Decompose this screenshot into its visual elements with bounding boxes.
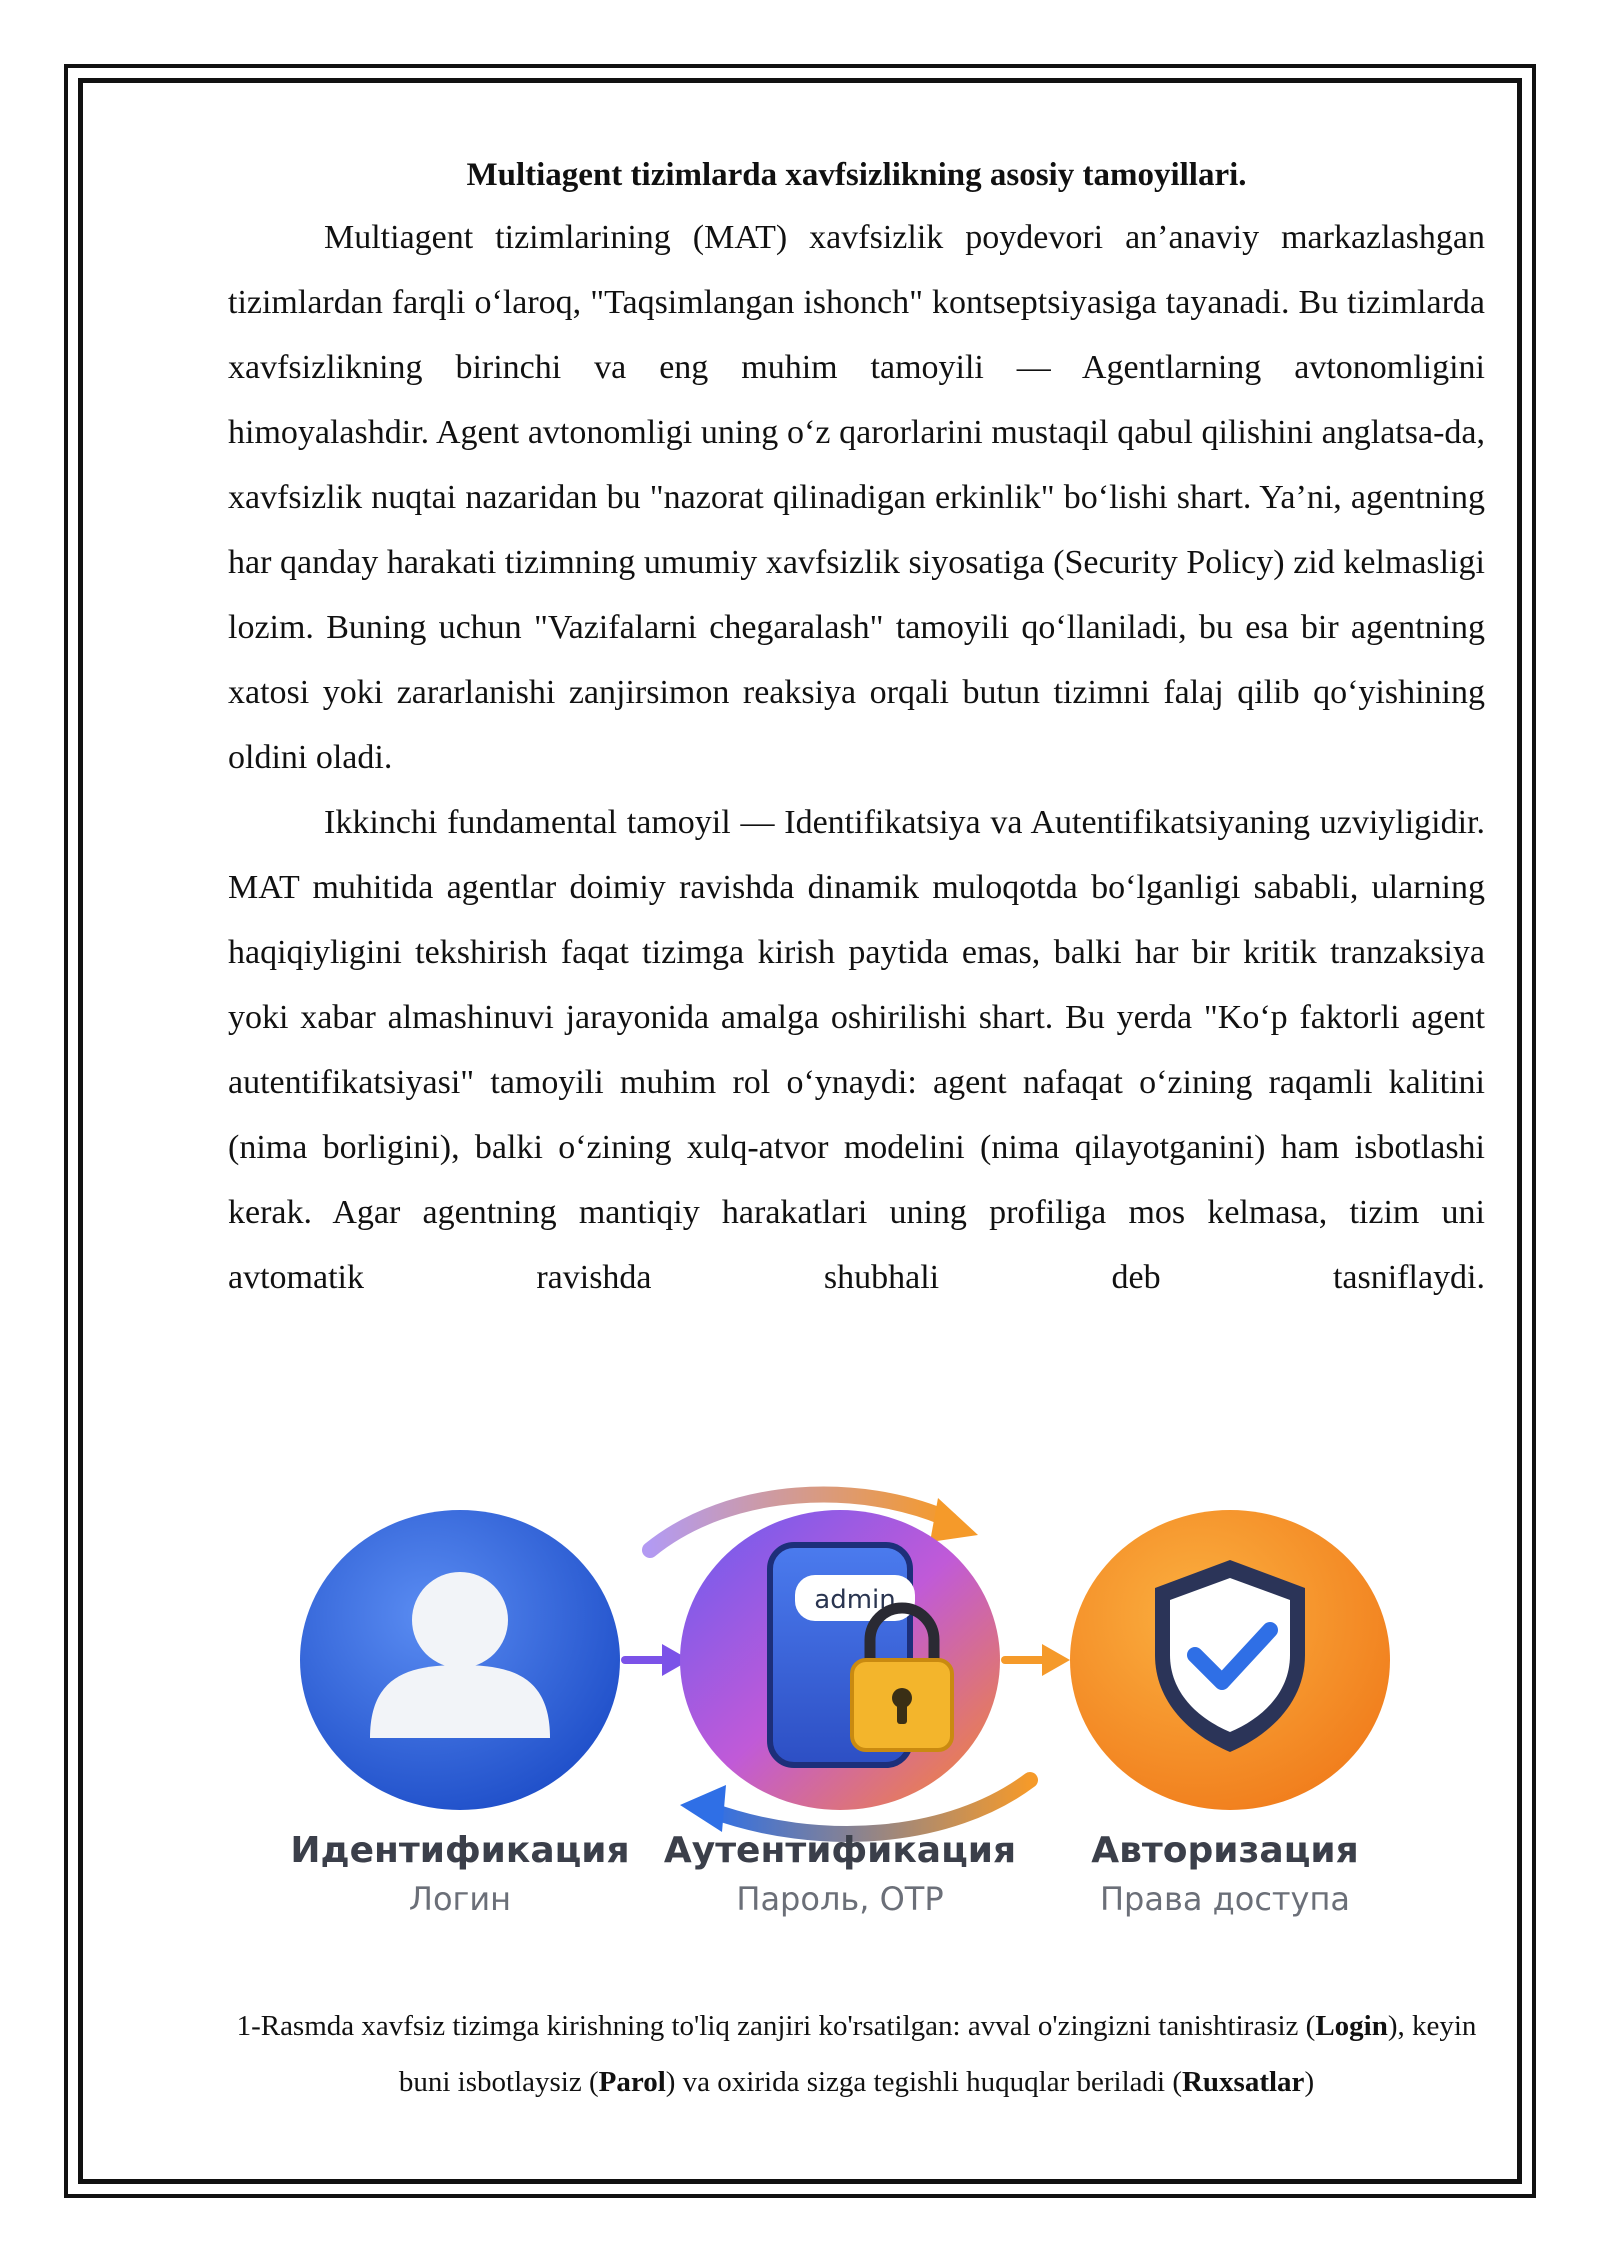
caption-text-4: )	[1304, 2066, 1315, 2098]
step-title-authentication: Аутентификация	[663, 1830, 1017, 1871]
authentication-circle	[680, 1510, 1000, 1810]
document-title: Multiagent tizimlarda xavfsizlikning asosiy tamoyillari.	[466, 157, 1247, 193]
step-subtitle-authentication: Пароль, OTP	[736, 1880, 944, 1918]
arrow-right-icon-2	[1005, 1644, 1070, 1676]
step-subtitle-identification: Логин	[408, 1880, 512, 1918]
step-title-authorization: Авторизация	[1091, 1830, 1359, 1871]
identification-circle	[300, 1510, 620, 1810]
caption-parol: Parol	[598, 2066, 666, 2098]
caption-text-1: 1-Rasmda xavfsiz tizimga kirishning to'liq zanjiri ko'rsatilgan: avval o'zingizni tanishtirasiz (	[236, 2010, 1316, 2042]
caption-text-3: ) va oxirida sizga tegishli huquqlar beriladi (	[665, 2066, 1182, 2098]
caption-ruxsatlar: Ruxsatlar	[1181, 2066, 1305, 2098]
caption-login: Login	[1315, 2010, 1388, 2042]
authorization-circle	[1070, 1510, 1390, 1810]
paragraph-2: Ikkinchi fundamental tamoyil — Identifikatsiya va Autentifikatsiyaning uzviyligidir. MAT muhitida agentlar doimiy ravishda dinamik muloqotda boʻlganligi sababli, ularning haqiqiyligini tekshirish faqat tizimga kirish paytida emas, balki har bir kritik tranzaksiya yoki xabar almashinuvi jarayonida amalga oshirilishi shart. Bu yerda "Koʻp faktorli agent autentifikatsiyasi" tamoyili muhim rol oʻynaydi: agent nafaqat oʻzining raqamli kalitini (nima borligini), balki oʻzining xulq-atvor modelini (nima qilayotganini) ham isbotlashi kerak. Agar agentning mantiqiy harakatlari uning profiliga mos kelmasa, tizim uni avtomatik ravishda shubhali deb tasniflaydi.	[228, 804, 1485, 1296]
step-title-identification: Идентификация	[290, 1830, 630, 1871]
figure-caption	[228, 1998, 1485, 2110]
admin-label: admin	[814, 1585, 896, 1615]
paragraph-1: Multiagent tizimlarining (MAT) xavfsizlik poydevori an’anaviy markazlashgan tizimlardan farqli oʻlaroq, "Taqsimlangan ishonch" kontseptsiyasiga tayanadi. Bu tizimlarda xavfsizlikning birinchi va eng muhim tamoyili — Agentlarning avtonomligini himoyalashdir. Agent avtonomligi uning oʻz qarorlarini mustaqil qabul qilishini anglatsa-da, xavfsizlik nuqtai nazaridan bu "nazorat qilinadigan erkinlik" boʻlishi shart. Ya’ni, agentning har qanday harakati tizimning umumiy xavfsizlik siyosatiga (Security Policy) zid kelmasligi lozim. Buning uchun "Vazifalarni chegaralash" tamoyili qoʻllaniladi, bu esa bir agentning xatosi yoki zararlanishi zanjirsimon reaksiya orqali butun tizimni falaj qilib qoʻyishining oldini oladi.	[228, 219, 1485, 776]
caption-text-2: ), keyin buni isbotlaysiz (	[398, 2010, 1477, 2098]
step-subtitle-authorization: Права доступа	[1099, 1880, 1351, 1918]
auth-flow-figure	[270, 1480, 1410, 1940]
document-body	[228, 145, 1485, 1310]
